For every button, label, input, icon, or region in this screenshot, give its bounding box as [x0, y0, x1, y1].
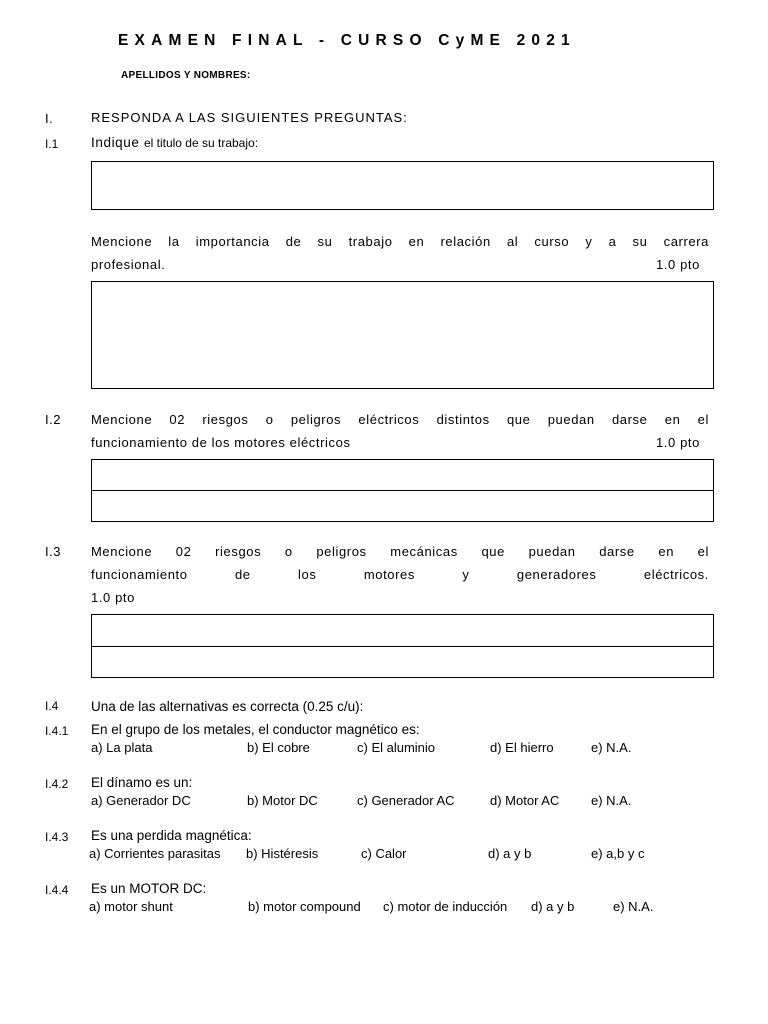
- question-1-2-line1: Mencione 02 riesgos o peligros eléctricos distintos que puedan darse en el: [91, 412, 709, 427]
- option-e[interactable]: e) N.A.: [613, 899, 654, 914]
- option-b[interactable]: b) Motor DC: [247, 793, 318, 808]
- name-label: APELLIDOS Y NOMBRES:: [121, 70, 251, 81]
- option-d[interactable]: d) a y b: [531, 899, 575, 914]
- option-c[interactable]: c) El aluminio: [357, 740, 436, 755]
- question-1-1-importance-line2: profesional.: [91, 257, 166, 272]
- option-d[interactable]: d) Motor AC: [490, 793, 560, 808]
- question-1-4-3-text: Es una perdida magnética:: [91, 828, 252, 843]
- question-1-4-heading: Una de las alternativas es correcta (0.25 c/u):: [91, 699, 364, 714]
- option-a[interactable]: a) Generador DC: [91, 793, 191, 808]
- prompt-part-b: el titulo de su trabajo:: [143, 136, 259, 150]
- question-1-4-4-text: Es un MOTOR DC:: [91, 881, 207, 896]
- points-1-2: 1.0 pto: [656, 435, 700, 450]
- option-c[interactable]: c) motor de inducción: [383, 899, 508, 914]
- option-a[interactable]: a) motor shunt: [89, 899, 173, 914]
- question-number-1-4-1: I.4.1: [45, 724, 69, 738]
- question-1-2-line2: funcionamiento de los motores eléctricos: [91, 435, 351, 450]
- option-d[interactable]: d) El hierro: [490, 740, 554, 755]
- question-number-1-3: I.3: [45, 544, 61, 559]
- question-number-1-1: I.1: [45, 137, 59, 151]
- question-number-1-4: I.4: [45, 699, 59, 713]
- option-c[interactable]: c) Generador AC: [357, 793, 455, 808]
- question-number-1-4-4: I.4.4: [45, 883, 69, 897]
- option-b[interactable]: b) motor compound: [248, 899, 361, 914]
- points-1-3: 1.0 pto: [91, 590, 135, 605]
- question-1-1-importance-line1: Mencione la importancia de su trabajo en relación al curso y a su carrera: [91, 234, 709, 249]
- option-a[interactable]: a) La plata: [91, 740, 153, 755]
- question-number-1-2: I.2: [45, 412, 61, 427]
- option-b[interactable]: b) El cobre: [247, 740, 310, 755]
- points-1-1: 1.0 pto: [656, 257, 700, 272]
- answer-box-risk-mechanical-2[interactable]: [91, 646, 714, 678]
- question-1-3-line2: funcionamiento de los motores y generadores eléctricos.: [91, 567, 709, 582]
- section-number: I.: [45, 111, 54, 126]
- question-1-3-line1: Mencione 02 riesgos o peligros mecánicas que puedan darse en el: [91, 544, 709, 559]
- section-heading: RESPONDA A LAS SIGUIENTES PREGUNTAS:: [91, 110, 408, 125]
- question-1-4-2-text: El dínamo es un:: [91, 775, 193, 790]
- question-number-1-4-3: I.4.3: [45, 830, 69, 844]
- option-c[interactable]: c) Calor: [361, 846, 407, 861]
- option-a[interactable]: a) Corrientes parasitas: [89, 846, 221, 861]
- option-e[interactable]: e) N.A.: [591, 740, 632, 755]
- question-1-4-1-text: En el grupo de los metales, el conductor magnético es:: [91, 722, 420, 737]
- question-1-1-prompt: [91, 134, 258, 152]
- option-d[interactable]: d) a y b: [488, 846, 532, 861]
- option-b[interactable]: b) Histéresis: [246, 846, 319, 861]
- exam-title: EXAMEN FINAL - CURSO CyME 2021: [118, 32, 576, 49]
- option-e[interactable]: e) a,b y c: [591, 846, 645, 861]
- answer-box-title[interactable]: [91, 161, 714, 210]
- answer-box-risk-electrical-1[interactable]: [91, 459, 714, 491]
- answer-box-risk-electrical-2[interactable]: [91, 490, 714, 522]
- answer-box-importance[interactable]: [91, 281, 714, 389]
- prompt-part-a: Indique: [91, 135, 140, 150]
- question-number-1-4-2: I.4.2: [45, 777, 69, 791]
- answer-box-risk-mechanical-1[interactable]: [91, 614, 714, 647]
- option-e[interactable]: e) N.A.: [591, 793, 632, 808]
